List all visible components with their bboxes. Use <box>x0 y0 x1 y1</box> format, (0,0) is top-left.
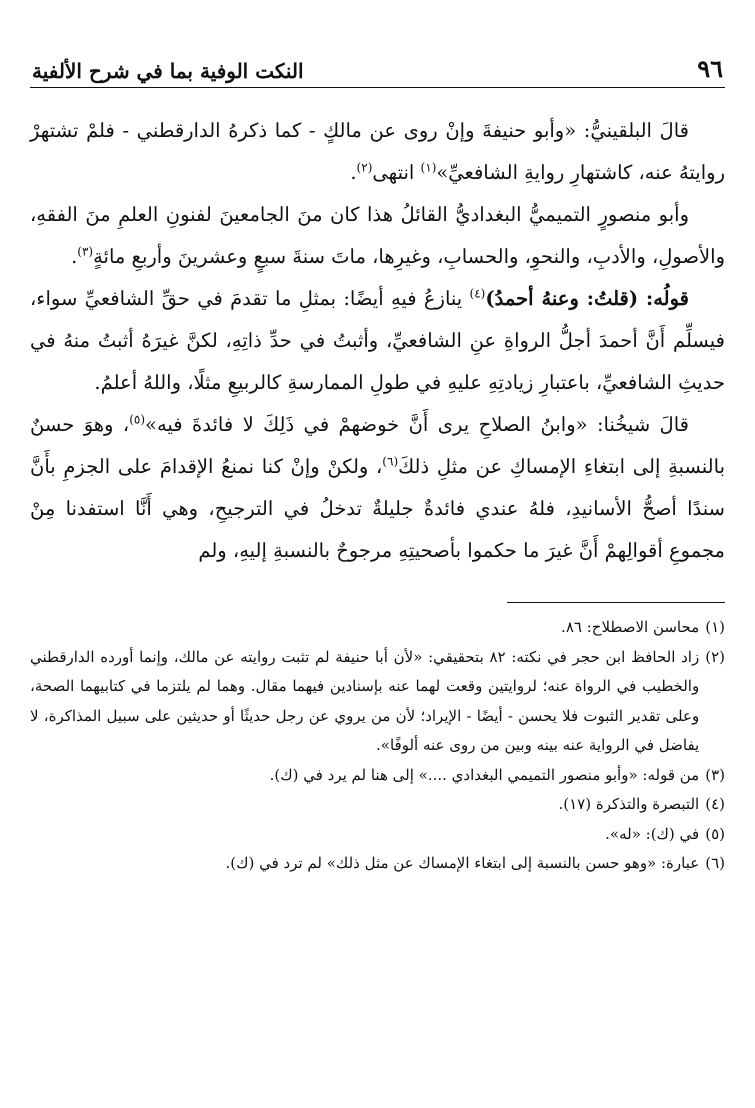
footnote-1 <box>30 613 725 643</box>
paragraph-1-text-b: انتهى <box>372 161 421 184</box>
footnote-4 <box>30 790 725 820</box>
paragraph-3-text-a: قولُه: <box>638 287 689 310</box>
main-text <box>30 110 725 572</box>
book-page <box>30 50 725 1080</box>
paragraph-4-text-b: ، وهوَ حسنٌ بالنسبةِ إلى ابتغاءِ الإمساكِ عن مثلِ ذلكَ <box>30 413 725 478</box>
paragraph-1 <box>30 110 725 194</box>
footnote-ref-6: (٦) <box>382 454 399 469</box>
paragraph-4-text-c: ، ولكنْ وإنْ كنا نمنعُ الإقدامَ على الجزمِ بأَنَّ سندًا أصحُّ الأسانيدِ، فلهُ عندي فائدةٌ جليلةٌ تدخلُ في الترجيحِ، وهي أَنَّا استفدنا مِنْ مجموعِ أقوالِهمْ أَنَّ غيرَ ما حكموا بأصحيتِهِ مرجوحٌ بالنسبةِ إليهِ، ولم <box>30 455 725 562</box>
footnote-number: (٤) <box>705 795 725 813</box>
page-header <box>30 50 725 88</box>
page-number: ٩٦ <box>697 54 723 83</box>
footnote-text: من قوله: «وأبو منصور التميمي البغدادي ....» إلى هنا لم يرد في (ك). <box>269 765 700 784</box>
footnote-5 <box>30 820 725 850</box>
footnote-ref-2: (٢) <box>356 160 373 175</box>
paragraph-4-text-a: قالَ شيخُنا: «وابنُ الصلاحِ يرى أَنَّ خوضهمْ في ذَلِكَ لا فائدةَ فيه» <box>145 413 689 436</box>
footnote-number: (٢) <box>705 647 725 666</box>
footnote-number: (٣) <box>705 765 725 784</box>
paragraph-3 <box>30 278 725 404</box>
footnote-number: (٦) <box>705 854 725 872</box>
footnote-text: زاد الحافظ ابن حجر في نكته: ٨٢ بتحقيقي: «لأن أبا حنيفة لم تثبت روايته عن مالك، وإنما أورده الدارقطني والخطيب في الرواة عنه؛ لروايتين وقعت لهما عنه بإسنادين فيهما مقال. وهما لم يلتزما في كتابيهما الصحة، وعلى تقدير الثبوت فلا يحسن - أيضًا - الإيراد؛ لأن من يروي عن رجل حديثًا أو حديثين على سبيل المذاكرة، لا يفاضل في الرواية عنه بينه وبين من روى عنه ألوفًا». <box>30 647 700 754</box>
footnote-2 <box>30 643 725 761</box>
footnote-ref-4: (٤) <box>469 286 486 301</box>
paragraph-2-text: وأبو منصورٍ التميميُّ البغداديُّ القائلُ هذا كان منَ الجامعينَ لفنونِ العلمِ منَ الفقهِ، والأصولِ، والأدبِ، والنحوِ، والحسابِ، وغيرِها، ماتَ سنةَ سبعٍ وعشرينَ وأربعِ مائةٍ <box>30 203 725 268</box>
footnote-text: التبصرة والتذكرة (١٧). <box>558 795 700 813</box>
paragraph-4 <box>30 404 725 572</box>
running-title: النكت الوفية بما في شرح الألفية <box>32 59 304 83</box>
paragraph-2 <box>30 194 725 278</box>
footnote-ref-3: (٣) <box>77 244 94 259</box>
footnote-number: (١) <box>705 618 725 636</box>
footnote-number: (٥) <box>705 824 725 843</box>
footnote-3 <box>30 761 725 791</box>
footnote-separator <box>507 602 725 603</box>
footnote-text: عبارة: «وهو حسن بالنسبة إلى ابتغاء الإمساك عن مثل ذلك» لم ترد في (ك). <box>225 854 700 872</box>
paragraph-1-text-c: . <box>350 161 357 184</box>
paragraph-1-text-a: قالَ البلقينيُّ: «وأبو حنيفةَ وإنْ روى عن مالكٍ - كما ذكرهُ الدارقطني - فلمْ تشتهرْ روايتهُ عنه، كاشتهارِ روايةِ الشافعيِّ» <box>30 119 725 184</box>
paragraph-3-text-b: ينازعُ فيهِ أيضًا: بمثلِ ما تقدمَ في حقِّ الشافعيِّ سواء، فيسلِّم أَنَّ أحمدَ أجلُّ الرواةِ عنِ الشافعيِّ، وأثبتُ في حدِّ ذاتِهِ، لكنَّ غيرَهُ أثبتُ منهُ في حديثِ الشافعيِّ، باعتبارِ زيادتِهِ عليهِ في طولِ الممارسةِ كالربيعِ مثلًا، واللهُ أعلمُ. <box>30 287 725 394</box>
quoted-verse: (قلتُ: وعنهُ أحمدُ) <box>485 287 639 310</box>
footnote-text: في (ك): «له». <box>605 824 700 843</box>
footnotes <box>30 613 725 879</box>
paragraph-2-end: . <box>71 245 78 268</box>
footnote-ref-1: (١) <box>420 160 437 175</box>
footnote-ref-5: (٥) <box>129 412 146 427</box>
footnote-6 <box>30 849 725 879</box>
footnote-text: محاسن الاصطلاح: ٨٦. <box>561 618 700 636</box>
